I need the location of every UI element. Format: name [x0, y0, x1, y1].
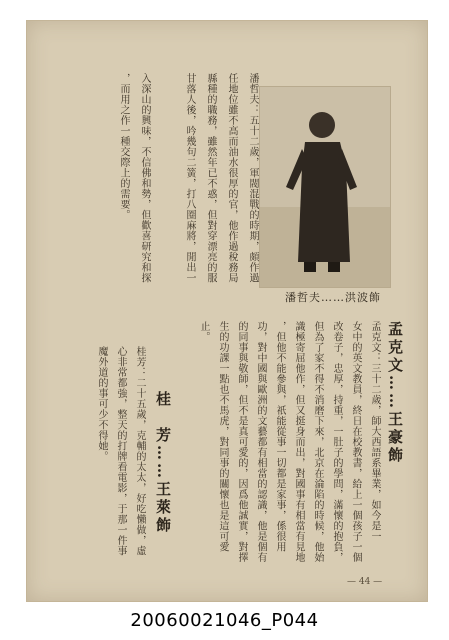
meng-col-3: 改卷子，忠厚，持重，一肚子的學問，滿懷的抱負， [331, 321, 342, 563]
magazine-page [26, 20, 428, 602]
gui-heading: 桂 芳……王萊飾 [154, 391, 172, 535]
pan-col-5: 入深山的興味，不信佛和勢，但歡喜研究和探 [139, 73, 150, 283]
pan-col-6: ，而用之作一種交際上的需要。 [118, 73, 129, 220]
gui-col-2: 心非常都強，整天的打牌看電影，于那一件事 [115, 346, 126, 556]
meng-col-9: 生的功課一點也不馬虎，對同事的關懷也是這可愛 [217, 321, 228, 552]
pan-col-2: 任地位雖不高而油水很厚的官，他作過稅務局 [226, 73, 237, 283]
pan-col-1: 潘哲夫：五十二歲，軍閥混戰的時期，頗作過 [247, 73, 258, 283]
meng-col-10: 止。 [198, 321, 209, 342]
page-number: — 44 — [347, 577, 383, 587]
meng-col-1: 孟克文：三十二歲，師大西語系畢業，如今是一 [369, 321, 380, 542]
meng-heading: 孟克文……王豪飾 [386, 321, 404, 465]
meng-col-8: 的同事與敬師，但不是真可愛的，因爲他誠實，對擇 [236, 321, 247, 563]
photo-caption: 潘哲夫……洪波飾 [285, 291, 381, 304]
archive-id-label: 20060021046_P044 [130, 610, 319, 631]
gui-col-1: 桂芳：二十五歲，克輔的太太，好吃懶做，虛 [134, 346, 145, 556]
meng-col-7: 功，對中國與歐洲的文藝都有相當的認識，他是個有 [255, 321, 266, 563]
meng-col-2: 女中的英文教員，終日在校教書，給上一個孩子一個 [350, 321, 361, 563]
gui-col-3: 魔外道的事可少不得她。 [96, 346, 107, 462]
pan-col-4: 甘落人後，吟幾句二簧，打八圈麻將，閒出一 [184, 73, 195, 283]
actor-photo [259, 86, 391, 288]
meng-col-4: 但為了家不得不消磨下來，北京在淪陷的時候，他始 [312, 321, 323, 563]
pan-col-3: 縣種的職務，雖然年已不惑，但對穿漂亮的服 [205, 73, 216, 283]
meng-col-6: ，但他不能參與，祇能從事一切都是家事，係很用 [274, 321, 285, 552]
standing-man-figure [260, 87, 390, 287]
meng-col-5: 識極寄屈他作，但又挺身而出，對國事有相當有見地 [293, 321, 304, 563]
